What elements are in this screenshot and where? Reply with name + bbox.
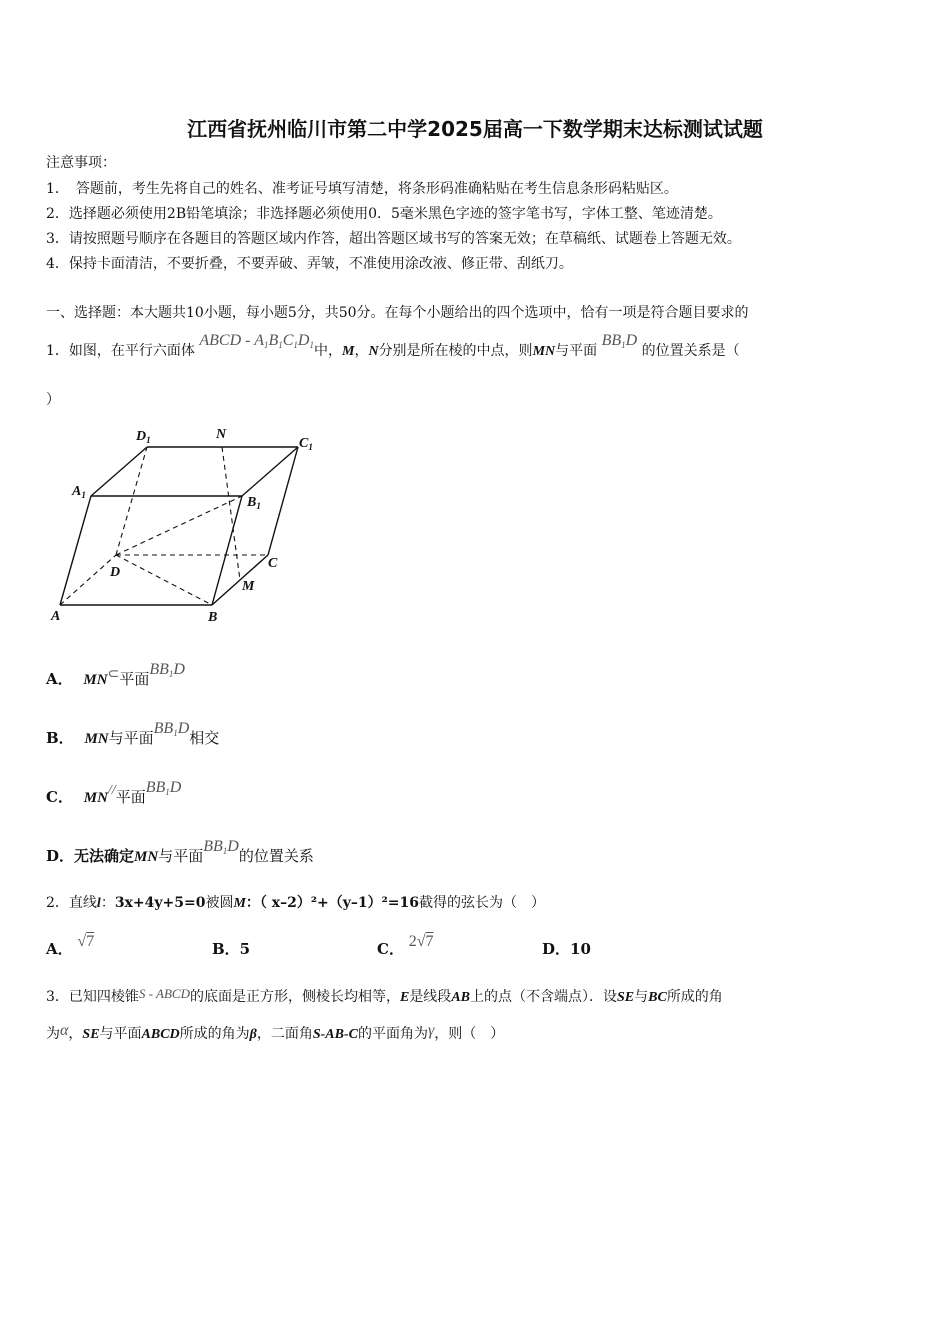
label-a1: $A_1$: [72, 484, 86, 500]
q1-option-a[interactable]: A． MN⊂平面$BB_1D$: [46, 661, 185, 688]
q1-intro: 1．如图，在平行六面体: [46, 343, 195, 359]
label-b1: $B_1$: [247, 495, 261, 511]
edge-c1c: [268, 447, 298, 555]
note-item-1: 1． 答题前，考生先将自己的姓名、准考证号填写清楚，将条形码准确粘贴在考生信息条形码粘贴区。: [46, 181, 678, 197]
section-heading: 一、选择题：本大题共10小题，每小题5分，共50分。在每个小题给出的四个选项中，恰有一项是符合题目要求的: [46, 305, 749, 321]
label-b: B: [208, 610, 218, 625]
edge-ad-hidden: [60, 555, 116, 605]
segment-db1: [116, 496, 242, 555]
question-3-line2: 为α，SE与平面ABCD所成的角为β，二面角S-AB-C的平面角为γ，则（ ）: [46, 1022, 505, 1042]
label-m: M: [242, 579, 255, 594]
q2-option-d[interactable]: D．10: [542, 940, 591, 958]
segment-db: [116, 555, 212, 605]
edge-bb1: [212, 496, 242, 605]
q2-option-c[interactable]: C． 2√7: [377, 933, 434, 958]
two-sqrt-7: 2√7: [408, 933, 434, 950]
q1-option-d[interactable]: D．无法确定MN与平面$BB_1D$的位置关系: [46, 838, 314, 865]
q2-option-a[interactable]: A． √7: [46, 933, 95, 958]
label-a: A: [51, 609, 61, 624]
label-c1: $C_1$: [299, 436, 313, 452]
q1-option-b[interactable]: B． MN与平面$BB_1D$相交: [46, 720, 220, 747]
q1-solid: ABCD - $A_1B_1C_1D_1$: [199, 332, 314, 350]
question-1-line1: 1．如图，在平行六面体 ABCD - $A_1B_1C_1D_1$中，M，N分别是所在棱的中点，则MN与平面 $BB_1D$ 的位置关系是（: [46, 332, 740, 359]
note-item-4: 4．保持卡面清洁，不要折叠，不要弄破、弄皱，不准使用涂改液、修正带、刮纸刀。: [46, 256, 573, 272]
q1-option-c[interactable]: C． MN//平面$BB_1D$: [46, 779, 182, 806]
q1-close-paren: ）: [46, 392, 60, 408]
label-d: D: [110, 565, 121, 580]
q1-plane: $BB_1D$: [601, 332, 638, 350]
edge-a1d1: [91, 447, 147, 496]
question-2: 2．直线l：3x+4y+5=0被圆M：（ x–2）²+（y–1）²=16截得的弦长为（ ）: [46, 895, 545, 911]
edge-dd1-hidden: [116, 447, 147, 555]
label-d1: $D_1$: [136, 429, 151, 445]
label-n: N: [216, 427, 227, 442]
label-c: C: [268, 556, 278, 571]
edge-bc: [212, 555, 268, 605]
edge-aa1: [60, 496, 91, 605]
page-title: 江西省抚州临川市第二中学2025届高一下数学期末达标测试试题: [187, 117, 763, 141]
question-3-line1: 3．已知四棱锥S - ABCD的底面是正方形，侧棱长均相等，E是线段AB上的点（不含端点）．设SE与BC所成的角: [46, 986, 723, 1005]
note-item-3: 3．请按照题号顺序在各题目的答题区域内作答，超出答题区域书写的答案无效；在草稿纸、试题卷上答题无效。: [46, 231, 741, 247]
note-item-2: 2．选择题必须使用2B铅笔填涂；非选择题必须使用0．5毫米黑色字迹的签字笔书写，字体工整、笔迹清楚。: [46, 206, 722, 222]
parallelepiped-figure: [44, 422, 334, 627]
edge-b1c1: [242, 447, 298, 496]
q2-option-b[interactable]: B．5: [212, 940, 251, 958]
sqrt-7: √7: [77, 933, 95, 950]
notes-heading: 注意事项：: [46, 155, 116, 171]
